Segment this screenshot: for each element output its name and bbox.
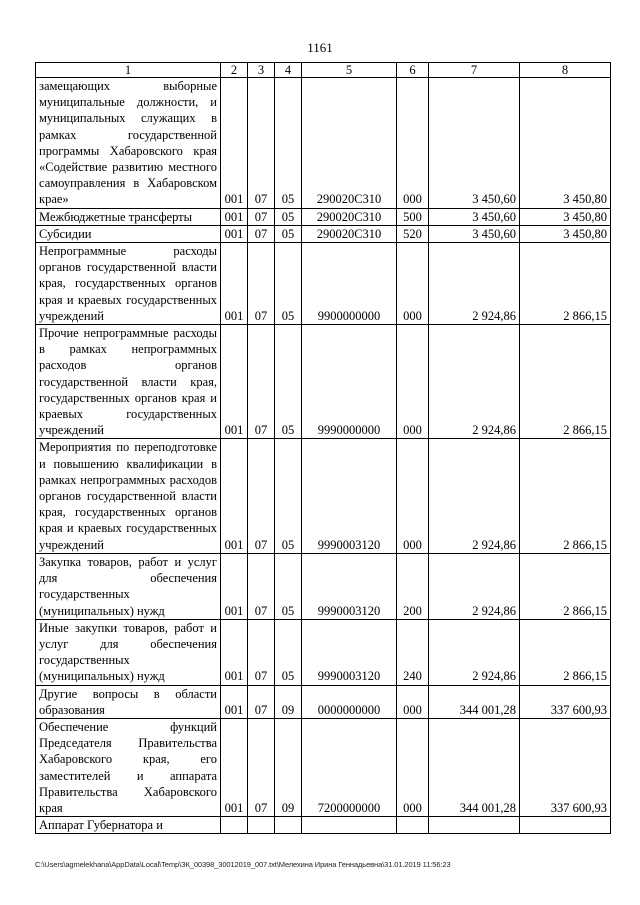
cell-c8: 2 866,15	[520, 553, 611, 619]
row-name: Межбюджетные трансферты	[36, 208, 221, 225]
row-name: Закупка товаров, работ и услуг для обеспечения государственных (муниципальных) нужд	[36, 553, 221, 619]
cell-c2: 001	[221, 718, 248, 816]
header-col-4: 4	[275, 63, 302, 78]
cell-c4: 09	[275, 685, 302, 718]
cell-c5: 290020С310	[302, 225, 397, 242]
header-col-6: 6	[397, 63, 429, 78]
row-name: Аппарат Губернатора и	[36, 817, 221, 834]
table-row	[36, 718, 611, 816]
cell-c3: 07	[248, 225, 275, 242]
row-name: Мероприятия по переподготовке и повышению квалификации в рамках непрограммных расходов органов государственной власти края, государственных органов края и краевых государственных учреждений	[36, 439, 221, 553]
cell-c3: 07	[248, 243, 275, 325]
cell-c2: 001	[221, 619, 248, 685]
cell-c2: 001	[221, 685, 248, 718]
cell-c6: 200	[397, 553, 429, 619]
cell-c4: 05	[275, 619, 302, 685]
cell-c6: 000	[397, 325, 429, 439]
cell-c4: 05	[275, 439, 302, 553]
cell-c7	[429, 817, 520, 834]
cell-c3: 07	[248, 718, 275, 816]
cell-c4: 05	[275, 78, 302, 209]
cell-c4: 09	[275, 718, 302, 816]
cell-c6: 240	[397, 619, 429, 685]
cell-c8	[520, 817, 611, 834]
cell-c3: 07	[248, 208, 275, 225]
row-name: Непрограммные расходы органов государственной власти края, государственных органов края и краевых государственных учреждений	[36, 243, 221, 325]
cell-c4: 05	[275, 325, 302, 439]
row-name: Обеспечение функций Председателя Правительства Хабаровского края, его заместителей и аппарата Правительства Хабаровского края	[36, 718, 221, 816]
table-row	[36, 817, 611, 834]
cell-c8: 3 450,80	[520, 78, 611, 209]
cell-c5: 9990003120	[302, 553, 397, 619]
table-row	[36, 78, 611, 209]
cell-c5: 290020С310	[302, 78, 397, 209]
header-col-5: 5	[302, 63, 397, 78]
cell-c4: 05	[275, 225, 302, 242]
cell-c7: 2 924,86	[429, 325, 520, 439]
cell-c4: 05	[275, 243, 302, 325]
cell-c5: 9990003120	[302, 439, 397, 553]
cell-c5: 290020С310	[302, 208, 397, 225]
row-name: Субсидии	[36, 225, 221, 242]
table-row	[36, 553, 611, 619]
cell-c7: 2 924,86	[429, 243, 520, 325]
row-name: Прочие непрограммные расходы в рамках непрограммных расходов органов государственной власти края, государственных органов края и краевых государственных учреждений	[36, 325, 221, 439]
header-col-3: 3	[248, 63, 275, 78]
cell-c5: 9990000000	[302, 325, 397, 439]
cell-c5: 9900000000	[302, 243, 397, 325]
table-row	[36, 619, 611, 685]
cell-c4	[275, 817, 302, 834]
cell-c3: 07	[248, 685, 275, 718]
table-row	[36, 325, 611, 439]
cell-c5	[302, 817, 397, 834]
cell-c8: 3 450,80	[520, 225, 611, 242]
cell-c3: 07	[248, 78, 275, 209]
header-col-1: 1	[36, 63, 221, 78]
header-col-8: 8	[520, 63, 611, 78]
table-row	[36, 208, 611, 225]
cell-c8: 2 866,15	[520, 243, 611, 325]
cell-c8: 2 866,15	[520, 619, 611, 685]
cell-c7: 344 001,28	[429, 718, 520, 816]
cell-c6: 000	[397, 78, 429, 209]
footer-file-path: C:\Users\agmelekhana\AppData\Local\Temp\ЗК_00398_30012019_007.txt\Мелехина Ирина Геннадьевна\31.01.2019 11:56:23	[35, 860, 451, 869]
cell-c4: 05	[275, 553, 302, 619]
table-row	[36, 439, 611, 553]
cell-c3	[248, 817, 275, 834]
cell-c7: 3 450,60	[429, 208, 520, 225]
cell-c2	[221, 817, 248, 834]
cell-c2: 001	[221, 78, 248, 209]
cell-c6: 000	[397, 439, 429, 553]
table-row	[36, 225, 611, 242]
cell-c7: 2 924,86	[429, 553, 520, 619]
cell-c8: 337 600,93	[520, 685, 611, 718]
cell-c2: 001	[221, 553, 248, 619]
cell-c6: 000	[397, 718, 429, 816]
row-name: замещающих выборные муниципальные должности, и муниципальных служащих в рамках государственной программы Хабаровского края «Содействие развитию местного самоуправления в Хабаровском крае»	[36, 78, 221, 209]
cell-c7: 344 001,28	[429, 685, 520, 718]
cell-c3: 07	[248, 439, 275, 553]
cell-c3: 07	[248, 553, 275, 619]
cell-c2: 001	[221, 208, 248, 225]
cell-c8: 3 450,80	[520, 208, 611, 225]
budget-table	[35, 62, 611, 834]
cell-c3: 07	[248, 325, 275, 439]
cell-c8: 2 866,15	[520, 325, 611, 439]
cell-c5: 0000000000	[302, 685, 397, 718]
cell-c6: 500	[397, 208, 429, 225]
cell-c2: 001	[221, 325, 248, 439]
cell-c3: 07	[248, 619, 275, 685]
cell-c8: 337 600,93	[520, 718, 611, 816]
table-row	[36, 685, 611, 718]
row-name: Другие вопросы в области образования	[36, 685, 221, 718]
row-name: Иные закупки товаров, работ и услуг для обеспечения государственных (муниципальных) нужд	[36, 619, 221, 685]
cell-c6: 000	[397, 243, 429, 325]
header-col-2: 2	[221, 63, 248, 78]
cell-c2: 001	[221, 243, 248, 325]
cell-c5: 7200000000	[302, 718, 397, 816]
cell-c7: 3 450,60	[429, 78, 520, 209]
cell-c6: 520	[397, 225, 429, 242]
cell-c7: 2 924,86	[429, 439, 520, 553]
cell-c5: 9990003120	[302, 619, 397, 685]
header-row	[36, 63, 611, 78]
page-number: 1161	[307, 40, 333, 55]
cell-c7: 2 924,86	[429, 619, 520, 685]
header-col-7: 7	[429, 63, 520, 78]
cell-c4: 05	[275, 208, 302, 225]
cell-c2: 001	[221, 225, 248, 242]
cell-c2: 001	[221, 439, 248, 553]
cell-c6: 000	[397, 685, 429, 718]
cell-c8: 2 866,15	[520, 439, 611, 553]
table-row	[36, 243, 611, 325]
cell-c7: 3 450,60	[429, 225, 520, 242]
cell-c6	[397, 817, 429, 834]
